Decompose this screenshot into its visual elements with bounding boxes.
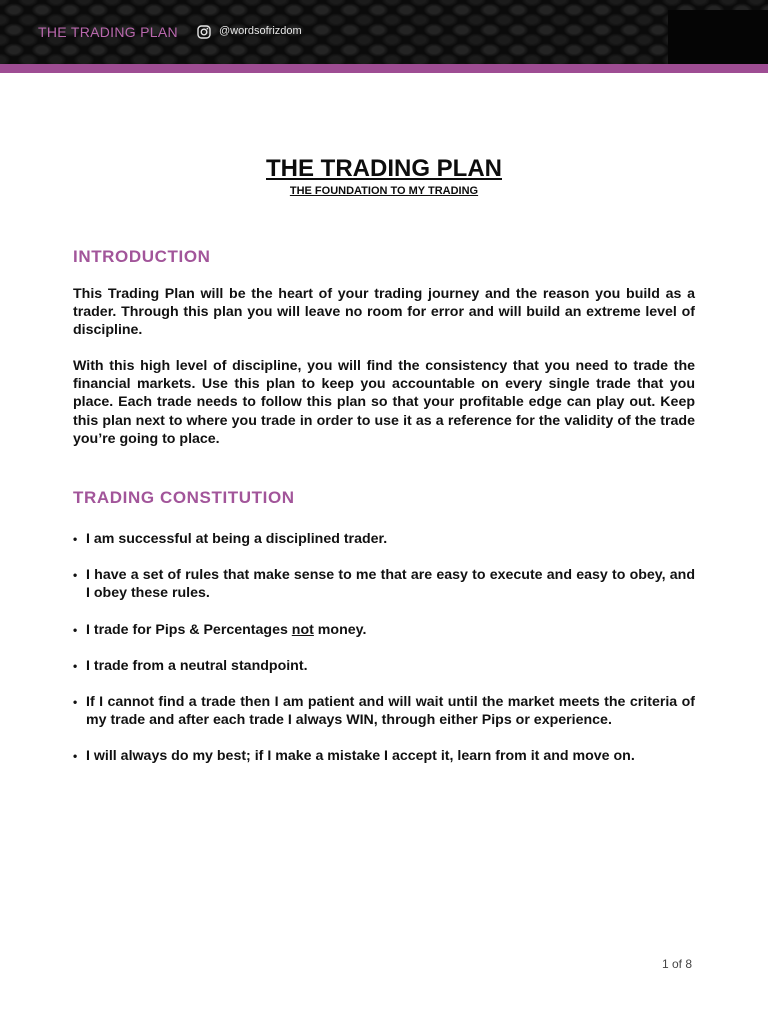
list-item-text: I am successful at being a disciplined trader. [86,531,388,547]
list-item [73,747,695,765]
list-item-text-after: money. [313,621,367,638]
list-item-text: I will always do my best; if I make a mistake I accept it, learn from it and move on. [86,748,635,765]
list-item [73,566,695,602]
bullet-icon: • [73,749,78,764]
introduction-heading: INTRODUCTION [73,247,211,266]
header-bar [0,0,768,64]
list-item [73,693,695,729]
constitution-list [73,530,695,784]
instagram-icon [197,25,211,39]
list-item [73,621,695,639]
bullet-icon: • [73,622,78,637]
list-item-emphasis: not [291,621,314,638]
social-handle: @wordsofrizdom [219,25,302,37]
document-title: THE TRADING PLAN [266,155,502,182]
page-indicator: 1 of 8 [662,957,693,971]
constitution-heading: TRADING CONSTITUTION [73,488,295,507]
bullet-icon: • [73,532,78,546]
bullet-icon: • [73,658,78,673]
bullet-icon: • [73,568,78,583]
list-item-text: I have a set of rules that make sense to me that are easy to execute and easy to obey, and I obey these rules. [86,567,695,602]
document-subtitle: THE FOUNDATION TO MY TRADING [289,185,479,197]
list-item [73,530,695,548]
introduction-paragraph-1: This Trading Plan will be the heart of your trading journey and the reason you build as a trader. Through this plan you will leave no room for error and will build an extreme level of discipline. [73,286,695,339]
brand-title: THE TRADING PLAN [38,24,178,40]
list-item [73,657,695,675]
introduction-paragraph-2: With this high level of discipline, you will find the consistency that you need to trade the financial markets. Use this plan to keep you accountable on every single trade that you place. Each trade needs to follow this plan so that your profitable edge can play out. Keep this plan next to where you trade in order to use it as a reference for the validity of the trade you’re going to place. [73,358,695,447]
list-item-text: If I cannot find a trade then I am patient and will wait until the market meets the criteria of my trade and after each trade I always WIN, through either Pips or experience. [86,694,695,729]
list-item-text-before: I trade for Pips & Percentages [86,621,292,638]
header-accent-stripe [0,64,768,73]
bullet-icon: • [73,695,78,710]
list-item-text: I trade from a neutral standpoint. [86,657,308,674]
header-dark-panel [668,10,768,64]
